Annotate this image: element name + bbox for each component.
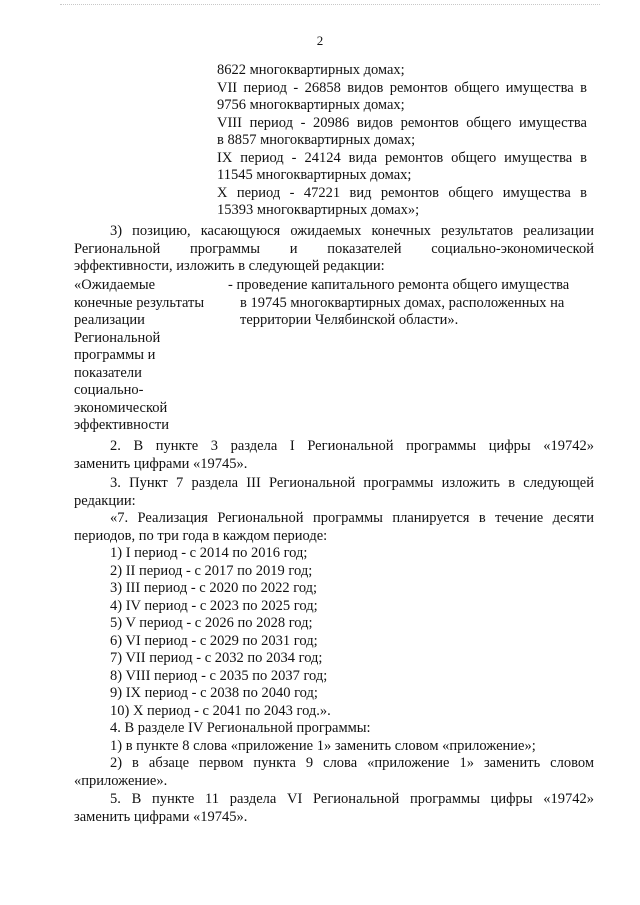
item-4-2 [74,755,594,790]
list-item: 3) III период - с 2020 по 2022 год; [110,580,318,596]
text-line: территории Челябинской области». [240,312,459,328]
list-item: 9) IX период - с 2038 по 2040 год; [110,685,318,701]
list-item: 4. В разделе IV Региональной программы: [110,720,371,736]
list-item: 8) VIII период - с 2035 по 2037 год; [110,667,328,684]
text-line: 3. Пункт 7 раздела III Региональной программы изложить в следующей [110,475,594,491]
text-line: редакции: [74,492,136,509]
page-number: 2 [316,33,324,48]
text-line: социально- [74,382,144,398]
text-line: в 19745 многоквартирных домах, расположенных на [240,294,565,311]
text-line: 11545 многоквартирных домах; [217,167,412,183]
list-item: 1) I период - с 2014 по 2016 год; [110,545,308,561]
list-item: 2) II период - с 2017 по 2019 год; [110,562,313,579]
text-line: экономической [74,399,168,416]
text-line: 3) позицию, касающуюся ожидаемых конечных результатов реализации [110,223,594,239]
item-2 [74,438,594,473]
text-line: показатели [74,364,142,381]
paragraph-3 [74,223,594,276]
text-line: в 8857 многоквартирных домах; [217,132,416,148]
text-line: Региональной программы и показателей социально-экономической [74,240,594,257]
text-line: конечные результаты [74,294,205,311]
text-line: периодов, по три года в каждом периоде: [74,527,328,544]
scan-artifact [60,4,600,7]
list-item: 7) VII период - с 2032 по 2034 год; [110,650,323,666]
periods-continuation [217,62,587,220]
table-left-column [74,277,224,435]
text-line: - проведение капитального ремонта общего имущества [228,277,570,293]
item-7-quote [74,510,594,545]
text-line: 2. В пункте 3 раздела I Региональной программы цифры «19742» [110,438,594,454]
list-item: 4) IV период - с 2023 по 2025 год; [110,597,318,614]
table-right-column [228,277,594,330]
list-item: 10) X период - с 2041 по 2043 год.». [110,702,331,719]
text-line: эффективности, изложить в следующей редакции: [74,258,385,274]
list-item: 5) V период - с 2026 по 2028 год; [110,615,313,631]
text-line: эффективности [74,417,169,433]
text-line: VII период - 26858 видов ремонтов общего имущества в [217,79,587,96]
periods-list [110,545,590,755]
text-line: IX период - 24124 вида ремонтов общего имущества в [217,149,587,166]
text-line: 9756 многоквартирных домах; [217,97,405,113]
text-line: 8622 многоквартирных домах; [217,62,405,78]
item-5 [74,791,594,826]
text-line: «Ожидаемые [74,277,156,293]
text-line: реализации [74,312,145,328]
text-line: 15393 многоквартирных домах»; [217,202,420,218]
text-line: «приложение». [74,772,168,789]
text-line: X период - 47221 вид ремонтов общего имущества в [217,184,587,201]
list-item: 6) VI период - с 2029 по 2031 год; [110,632,318,649]
text-line: VIII период - 20986 видов ремонтов общего имущества [217,114,587,131]
text-line: заменить цифрами «19745». [74,808,248,825]
text-line: заменить цифрами «19745». [74,455,248,472]
text-line: «7. Реализация Региональной программы планируется в течение десяти [110,510,594,526]
item-3 [74,475,594,510]
list-item: 1) в пункте 8 слова «приложение 1» заменить словом «приложение»; [110,737,536,754]
text-line: 5. В пункте 11 раздела VI Региональной программы цифры «19742» [110,791,594,807]
text-line: Региональной [74,329,161,346]
text-line: программы и [74,347,156,363]
text-line: 2) в абзаце первом пункта 9 слова «приложение 1» заменить словом [110,755,594,771]
